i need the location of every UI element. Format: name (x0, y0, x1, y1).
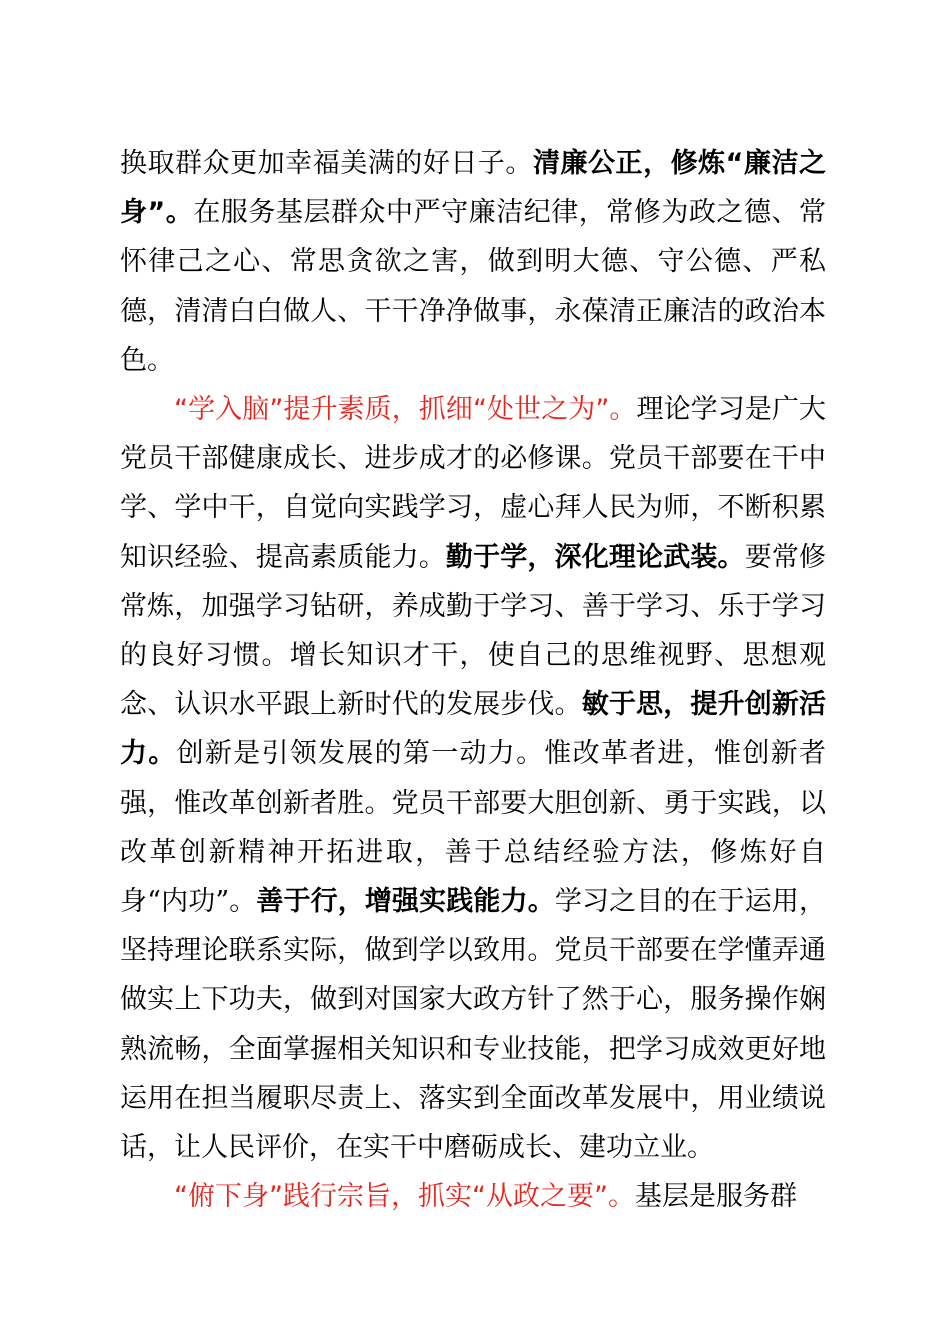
section-heading-serve: “俯下身”践行宗旨，抓实“从政之要”。 (174, 1181, 635, 1213)
paragraph-2-text-1: 理论学习是广大党员干部健康成长、进步成才的必修课。党员干部要在干中学、学中干，自觉向实践学习，虚心拜人民为师，不断积累知识经验、提高素质能力。 (120, 394, 827, 573)
paragraph-1-bold-heading: 清廉公正，修炼“廉洁之身”。 (120, 148, 826, 229)
bold-heading-practice: 善于行，增强实践能力。 (256, 886, 555, 918)
bold-heading-think: 敏于思，提升创新活力。 (120, 689, 827, 770)
paragraph-3 (120, 1172, 826, 1221)
paragraph-3-text-1: 基层是服务群 (634, 1181, 797, 1213)
paragraph-2-text-2: 要常修常炼，加强学习钻研，养成勤于学习、善于学习、乐于学习的良好习惯。增长知识才干，使自己的思维视野、思想观念、认识水平跟上新时代的发展步伐。 (120, 541, 827, 721)
paragraph-2-text-3: 创新是引领发展的第一动力。惟改革者进，惟创新者强，惟改革创新者胜。党员干部要大胆创新、勇于实践，以改革创新精神开拓进取，善于总结经验方法，修炼好自身“内功”。 (120, 738, 827, 918)
paragraph-1-text-2: 在服务基层群众中严守廉洁纪律，常修为政之德、常怀律己之心、常思贪欲之害，做到明大德、守公德、严私德，清清白白做人、干干净净做事，永葆清正廉洁的政治本色。 (120, 197, 827, 376)
paragraph-2-text-4: 学习之目的在于运用，坚持理论联系实际，做到学以致用。党员干部要在学懂弄通做实上下功夫，做到对国家大政方针了然于心，服务操作娴熟流畅，全面掌握相关知识和专业技能，把学习成效更好地运用在担当履职尽责上、落实到全面改革发展中，用业绩说话，让人民评价，在实干中磨砺成长、建功立业。 (120, 886, 827, 1164)
paragraph-2 (120, 385, 826, 1172)
document-page (120, 139, 826, 1221)
paragraph-1-text-1: 换取群众更加幸福美满的好日子。 (120, 148, 533, 179)
paragraph-1 (120, 139, 826, 385)
section-heading-study: “学入脑”提升素质，抓细“处世之为”。 (174, 394, 637, 426)
bold-heading-diligent-study: 勤于学，深化理论武装。 (445, 541, 745, 573)
